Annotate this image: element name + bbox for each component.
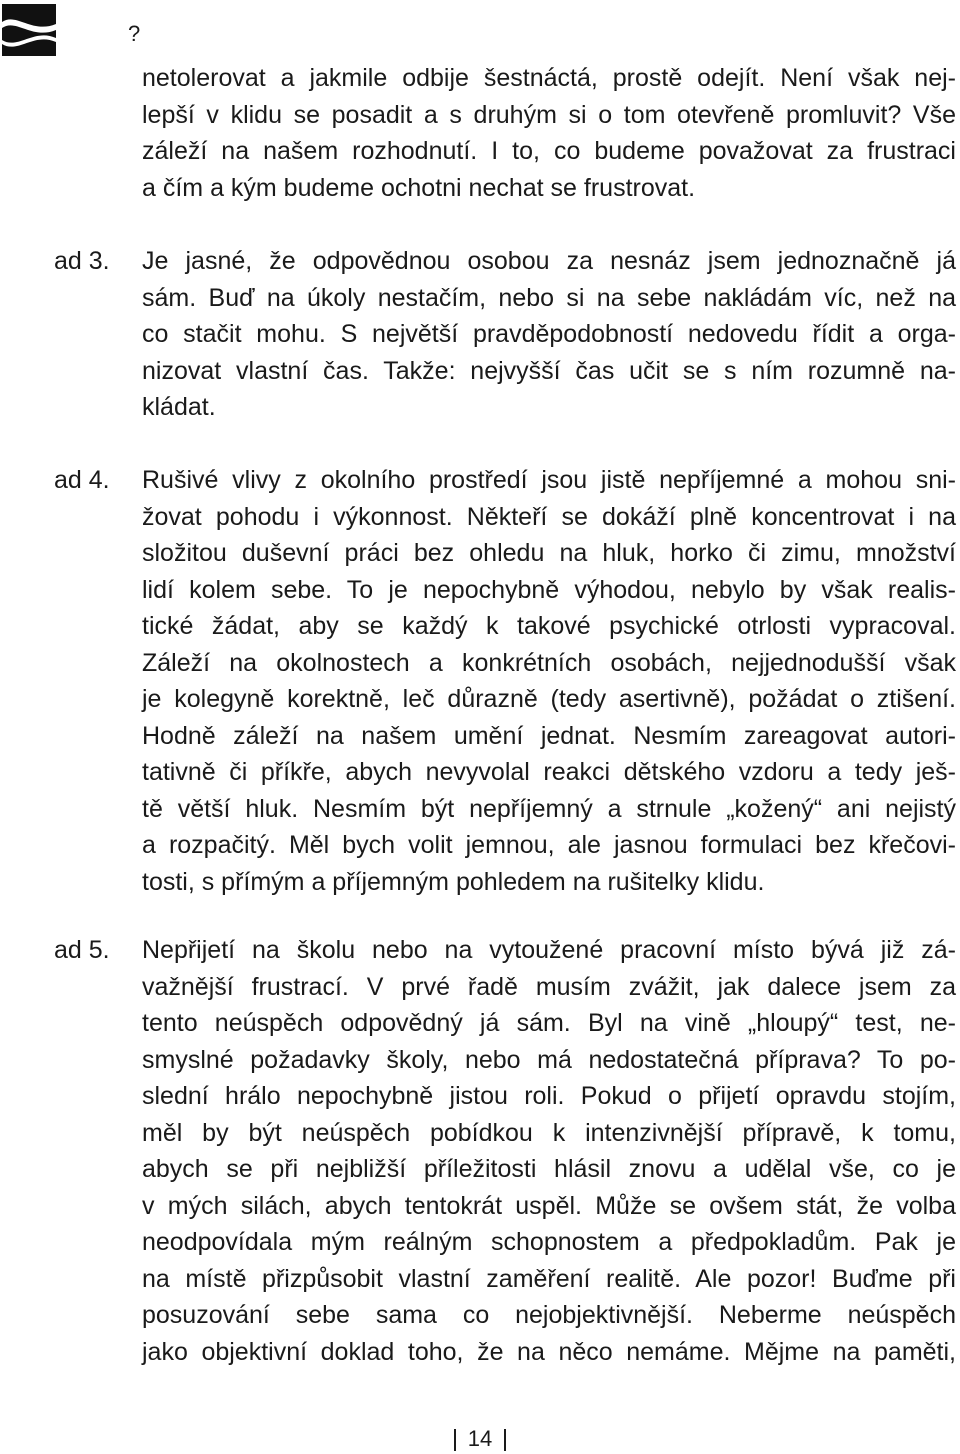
item-text [142, 932, 956, 1370]
text-line: kládat. [142, 393, 216, 421]
text-line: tě větší hluk. Nesmím být nepříjemný a strnule „kožený“ ani nejistý [142, 794, 956, 823]
text-line: Hodně záleží na našem umění jednat. Nesmím zareagovat autori- [142, 721, 956, 750]
header-mark: ? [128, 21, 141, 46]
text-line: a rozpačitý. Měl bych volit jemnou, ale jasnou formulaci bez křečovi- [142, 831, 956, 859]
text-line: jako objektivní doklad toho, že na něco nemáme. Mějme na paměti, [142, 1337, 956, 1366]
text-line: sám. Buď na úkoly nestačím, nebo si na sebe nakládám víc, než na [142, 283, 956, 312]
item-number: ad 5. [54, 936, 110, 964]
text-line: neodpovídala mým reálným schopnostem a předpokladům. Pak je [142, 1228, 956, 1256]
footer-divider-left [454, 1429, 456, 1451]
text-line: nizovat vlastní čas. Takže: nejvyšší čas učit se s ním rozumně na- [142, 356, 956, 385]
text-line: netolerovat a jakmile odbije šestnáctá, prostě odejít. Není však nej- [142, 64, 956, 92]
text-line: co stačit mohu. S největší pravděpodobností nedovedu řídit a orga- [142, 320, 956, 348]
text-line: lidí kolem sebe. To je nepochybně výhodou, nebylo by však realis- [142, 575, 956, 604]
text-line: tativně či příkře, abych nevyvolal reakci dětského vzdoru a tedy ješ- [142, 758, 956, 786]
text-line: Je jasné, že odpovědnou osobou za nesnáz jsem jednoznačně já [142, 247, 956, 275]
text-line: slední hrálo nepochybně jistou roli. Pokud o přijetí opravdu stojím, [142, 1082, 956, 1110]
item-text [142, 243, 956, 426]
text-line: je kolegyně korektně, leč důrazně (tedy asertivně), požádat o ztišení. [142, 685, 956, 713]
text-line: Nepřijetí na školu nebo na vytoužené pracovní místo bývá již zá- [142, 936, 956, 964]
paragraph-text [142, 60, 956, 206]
text-line: záleží na našem rozhodnutí. I to, co budeme považovat za frustraci [142, 137, 956, 165]
text-line: posuzování sebe sama co nejobjektivnější. Neberme neúspěch [142, 1301, 956, 1329]
page-footer [0, 1424, 960, 1454]
text-line: abych se při nejbližší příležitosti hlásil znovu a udělal vše, co je [142, 1155, 956, 1183]
item-number: ad 4. [54, 466, 110, 494]
footer-divider-right [504, 1429, 506, 1451]
text-line: na místě přizpůsobit vlastní zaměření realitě. Ale pozor! Buďme při [142, 1264, 956, 1293]
item-text [142, 462, 956, 900]
text-line: měl by být neúspěch pobídkou k intenzivnější přípravě, k tomu, [142, 1118, 956, 1147]
text-line: smyslné požadavky školy, nebo má nedostatečná příprava? To po- [142, 1045, 956, 1074]
page-number: 14 [467, 1426, 493, 1451]
text-line: složitou duševní práci bez ohledu na hluk, horko či zimu, množství [142, 539, 956, 567]
item-number: ad 3. [54, 247, 110, 275]
text-line: Záleží na okolnostech a konkrétních osobách, nejjednodušší však [142, 648, 956, 677]
text-line: tosti, s přímým a příjemným pohledem na rušitelky klidu. [142, 867, 765, 896]
text-line: tické žádat, aby se každý k takové psychické otrlosti vypracoval. [142, 612, 956, 640]
text-line: tento neúspěch odpovědný já sám. Byl na vině „hloupý“ test, ne- [142, 1009, 956, 1037]
text-line: važnější frustrací. V prvé řadě musím zvážit, jak dalece jsem za [142, 972, 956, 1001]
text-line: a čím a kým budeme ochotni nechat se frustrovat. [142, 173, 696, 202]
text-line: lepší v klidu se posadit a s druhým si o tom otevřeně promluvit? Vše [142, 100, 956, 129]
text-line: Rušivé vlivy z okolního prostředí jsou jistě nepříjemné a mohou sni- [142, 466, 956, 494]
text-line: žovat pohodu i výkonnost. Někteří se dokáží plně koncentrovat i na [142, 502, 956, 531]
publisher-logo-icon [2, 4, 56, 56]
text-line: v mých silách, abych tentokrát uspěl. Může se ovšem stát, že volba [142, 1191, 956, 1220]
